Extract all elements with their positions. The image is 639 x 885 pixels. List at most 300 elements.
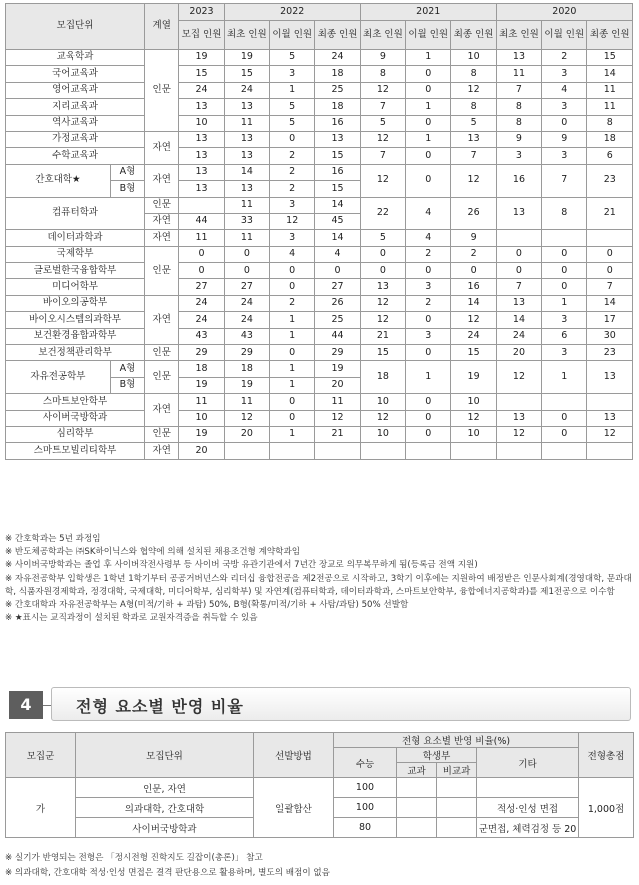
track-cell: 인문 [145, 426, 179, 442]
value-cell: 13 [587, 410, 633, 426]
value-cell: 21 [360, 328, 405, 344]
value-cell: 12 [360, 82, 405, 98]
value-cell: 13 [179, 131, 224, 147]
value-cell: 0 [406, 115, 451, 131]
value-cell: 24 [315, 50, 360, 66]
nonsubject-cell [437, 798, 477, 818]
value-cell: 12 [224, 410, 269, 426]
value-cell: 15 [587, 50, 633, 66]
value-cell: 7 [360, 99, 405, 115]
value-cell: 5 [451, 115, 496, 131]
value-cell [315, 443, 360, 459]
track-cell: 자연 [145, 443, 179, 459]
unit-cell: 바이오의공학부 [6, 295, 145, 311]
ratio-table [5, 732, 634, 838]
table-row [6, 443, 633, 459]
value-cell: 11 [224, 230, 269, 246]
value-cell: 5 [270, 115, 315, 131]
value-cell: 10 [360, 394, 405, 410]
value-cell [587, 394, 633, 410]
subject-cell [397, 778, 437, 798]
value-cell: 25 [315, 312, 360, 328]
value-cell: 30 [587, 328, 633, 344]
value-cell: 9 [451, 230, 496, 246]
value-cell: 12 [270, 213, 315, 229]
header-year-2023: 2023 [179, 4, 224, 21]
track-cell: 자연 [145, 164, 179, 197]
value-cell: 19 [179, 50, 224, 66]
value-cell: 8 [587, 115, 633, 131]
value-cell: 2 [542, 50, 587, 66]
section-connector [43, 705, 51, 706]
unit-cell: 자유전공학부 [6, 361, 111, 394]
value-cell: 0 [270, 345, 315, 361]
value-cell: 5 [360, 115, 405, 131]
header-year-2022: 2022 [224, 4, 360, 21]
value-cell: 13 [587, 361, 633, 394]
value-cell: 5 [360, 230, 405, 246]
value-cell: 12 [451, 410, 496, 426]
value-cell: 1 [270, 377, 315, 393]
unit-cell: 지리교육과 [6, 99, 145, 115]
header-final: 최종 인원 [587, 21, 633, 50]
value-cell: 15 [451, 345, 496, 361]
value-cell: 3 [542, 312, 587, 328]
value-cell: 13 [360, 279, 405, 295]
value-cell: 18 [315, 99, 360, 115]
value-cell: 19 [179, 377, 224, 393]
table-row [6, 312, 633, 328]
suneung-cell: 100 [334, 798, 397, 818]
value-cell: 8 [360, 66, 405, 82]
value-cell: 11 [496, 66, 541, 82]
value-cell: 0 [270, 394, 315, 410]
unit-cell: 간호대학★ [6, 164, 111, 197]
header-2023-quota: 모집 인원 [179, 21, 224, 50]
etc-cell: 적성·인성 면접 [477, 798, 579, 818]
table-row [6, 197, 633, 213]
group-value: 가 [6, 778, 76, 838]
track-cell: 인문 [145, 50, 179, 132]
type-cell: A형 [110, 361, 144, 377]
value-cell: 0 [406, 426, 451, 442]
value-cell [496, 230, 541, 246]
nonsubject-cell [437, 778, 477, 798]
value-cell: 12 [496, 361, 541, 394]
value-cell [542, 230, 587, 246]
value-cell: 0 [542, 279, 587, 295]
subject-cell [397, 798, 437, 818]
unit-cell: 미디어학부 [6, 279, 145, 295]
value-cell: 3 [542, 99, 587, 115]
value-cell: 11 [224, 394, 269, 410]
value-cell: 0 [179, 246, 224, 262]
value-cell: 3 [270, 197, 315, 213]
value-cell: 12 [360, 312, 405, 328]
value-cell: 0 [406, 148, 451, 164]
value-cell: 11 [224, 115, 269, 131]
value-cell: 13 [315, 131, 360, 147]
header-record: 학생부 [397, 748, 477, 763]
value-cell: 10 [451, 50, 496, 66]
subject-cell [397, 818, 437, 838]
value-cell: 0 [542, 263, 587, 279]
value-cell [587, 230, 633, 246]
value-cell: 0 [542, 426, 587, 442]
table-row [6, 410, 633, 426]
value-cell: 0 [360, 246, 405, 262]
value-cell: 21 [587, 197, 633, 230]
value-cell: 43 [224, 328, 269, 344]
value-cell: 3 [406, 328, 451, 344]
unit-cell: 국어교육과 [6, 66, 145, 82]
value-cell: 29 [179, 345, 224, 361]
value-cell: 0 [270, 410, 315, 426]
value-cell: 16 [451, 279, 496, 295]
track-cell: 인문 [145, 246, 179, 295]
value-cell: 9 [542, 131, 587, 147]
value-cell: 8 [542, 197, 587, 230]
value-cell [406, 443, 451, 459]
value-cell: 7 [451, 148, 496, 164]
value-cell: 29 [224, 345, 269, 361]
value-cell: 14 [587, 295, 633, 311]
unit-cell: 스마트모빌리티학부 [6, 443, 145, 459]
value-cell: 0 [451, 263, 496, 279]
header-carryover: 이월 인원 [542, 21, 587, 50]
type-cell: A형 [110, 164, 144, 180]
value-cell: 12 [587, 426, 633, 442]
value-cell: 12 [360, 295, 405, 311]
value-cell: 20 [315, 377, 360, 393]
table-row [6, 279, 633, 295]
unit-cell: 글로벌한국융합학부 [6, 263, 145, 279]
track-cell: 자연 [145, 394, 179, 427]
value-cell: 19 [451, 361, 496, 394]
header-etc: 기타 [477, 748, 579, 778]
value-cell: 0 [406, 345, 451, 361]
value-cell: 13 [496, 295, 541, 311]
table-row [6, 394, 633, 410]
value-cell [224, 443, 269, 459]
value-cell: 22 [360, 197, 405, 230]
value-cell [587, 443, 633, 459]
value-cell: 3 [542, 148, 587, 164]
value-cell: 16 [315, 164, 360, 180]
type-cell: B형 [110, 377, 144, 393]
value-cell: 4 [406, 230, 451, 246]
unit-cell: 보건정책관리학부 [6, 345, 145, 361]
value-cell: 14 [315, 197, 360, 213]
value-cell: 1 [270, 328, 315, 344]
track-cell: 자연 [145, 230, 179, 246]
unit-cell: 가정교육과 [6, 131, 145, 147]
value-cell: 17 [587, 312, 633, 328]
value-cell [179, 197, 224, 213]
value-cell: 11 [587, 82, 633, 98]
method-value: 일괄합산 [254, 778, 334, 838]
value-cell: 0 [270, 279, 315, 295]
total-value: 1,000점 [579, 778, 634, 838]
value-cell: 3 [542, 345, 587, 361]
value-cell [496, 394, 541, 410]
value-cell: 0 [542, 115, 587, 131]
value-cell: 6 [542, 328, 587, 344]
value-cell: 27 [224, 279, 269, 295]
section-title-box [51, 687, 631, 721]
unit-cell: 데이터과학과 [6, 230, 145, 246]
section-title: 전형 요소별 반영 비율 [76, 697, 244, 716]
value-cell: 1 [270, 361, 315, 377]
unit-cell: 의과대학, 간호대학 [76, 798, 254, 818]
track-cell: 인문 [145, 361, 179, 394]
track-cell: 자연 [145, 213, 179, 229]
suneung-cell: 80 [334, 818, 397, 838]
value-cell: 18 [315, 66, 360, 82]
value-cell: 16 [315, 115, 360, 131]
value-cell: 4 [270, 246, 315, 262]
value-cell: 4 [542, 82, 587, 98]
value-cell: 6 [587, 148, 633, 164]
value-cell: 8 [451, 99, 496, 115]
value-cell: 2 [451, 246, 496, 262]
value-cell: 13 [224, 131, 269, 147]
value-cell: 1 [406, 131, 451, 147]
value-cell: 1 [542, 361, 587, 394]
value-cell: 1 [406, 50, 451, 66]
value-cell: 1 [542, 295, 587, 311]
admission-table [5, 3, 633, 460]
value-cell: 0 [587, 263, 633, 279]
value-cell [270, 443, 315, 459]
value-cell [451, 443, 496, 459]
value-cell: 4 [315, 246, 360, 262]
value-cell: 18 [587, 131, 633, 147]
unit-cell: 교육학과 [6, 50, 145, 66]
track-cell: 인문 [145, 345, 179, 361]
value-cell: 18 [224, 361, 269, 377]
value-cell: 10 [451, 394, 496, 410]
table-row [6, 246, 633, 262]
table-row [6, 328, 633, 344]
value-cell: 0 [406, 82, 451, 98]
value-cell: 7 [360, 148, 405, 164]
value-cell: 1 [270, 426, 315, 442]
value-cell: 0 [179, 263, 224, 279]
value-cell: 15 [224, 66, 269, 82]
type-cell: B형 [110, 181, 144, 197]
value-cell: 0 [406, 66, 451, 82]
table-row [6, 164, 633, 180]
value-cell: 14 [315, 230, 360, 246]
value-cell [496, 443, 541, 459]
value-cell: 7 [496, 82, 541, 98]
value-cell: 14 [451, 295, 496, 311]
value-cell: 24 [179, 312, 224, 328]
value-cell: 24 [224, 295, 269, 311]
track-cell: 인문 [145, 197, 179, 213]
table-row [6, 230, 633, 246]
table-row [6, 99, 633, 115]
value-cell: 12 [451, 312, 496, 328]
header-group: 모집군 [6, 733, 76, 778]
value-cell: 33 [224, 213, 269, 229]
value-cell: 2 [406, 295, 451, 311]
value-cell: 3 [406, 279, 451, 295]
value-cell: 2 [270, 295, 315, 311]
value-cell: 0 [270, 263, 315, 279]
value-cell: 45 [315, 213, 360, 229]
value-cell: 29 [315, 345, 360, 361]
value-cell: 11 [587, 99, 633, 115]
value-cell: 2 [406, 246, 451, 262]
value-cell: 12 [451, 82, 496, 98]
note: ※ 사이버국방학과는 졸업 후 사이버작전사령부 등 사이버 국방 유관기관에서 7년간 장교로 의무복무하게 됨(등록금 전액 지원) [5, 560, 478, 571]
value-cell: 20 [496, 345, 541, 361]
table-row [6, 82, 633, 98]
header-initial: 최초 인원 [496, 21, 541, 50]
value-cell: 0 [224, 246, 269, 262]
value-cell: 13 [179, 99, 224, 115]
unit-cell: 컴퓨터학과 [6, 197, 145, 230]
value-cell: 27 [315, 279, 360, 295]
value-cell: 13 [179, 181, 224, 197]
value-cell: 24 [179, 295, 224, 311]
value-cell: 12 [360, 131, 405, 147]
etc-cell: 군면접, 체력검정 등 20 [477, 818, 579, 838]
value-cell: 9 [360, 50, 405, 66]
value-cell: 10 [179, 115, 224, 131]
header-nonsubject: 비교과 [437, 763, 477, 778]
value-cell: 26 [315, 295, 360, 311]
value-cell: 15 [179, 66, 224, 82]
value-cell: 0 [360, 263, 405, 279]
header-suneung: 수능 [334, 748, 397, 778]
note: ※ ★표시는 교직과정이 설치된 학과로 교원자격증을 취득할 수 있음 [5, 613, 258, 624]
note: ※ 의과대학, 간호대학 적성·인성 면접은 결격 판단용으로 활용하며, 별도의 배점이 없음 [5, 868, 330, 878]
value-cell: 44 [315, 328, 360, 344]
value-cell: 11 [179, 394, 224, 410]
unit-cell: 인문, 자연 [76, 778, 254, 798]
header-initial: 최초 인원 [224, 21, 269, 50]
value-cell: 10 [179, 410, 224, 426]
value-cell: 11 [179, 230, 224, 246]
track-cell: 자연 [145, 295, 179, 344]
value-cell: 0 [406, 410, 451, 426]
value-cell: 0 [542, 246, 587, 262]
value-cell: 9 [496, 131, 541, 147]
value-cell: 23 [587, 164, 633, 197]
value-cell: 1 [270, 312, 315, 328]
value-cell [360, 443, 405, 459]
table-row [6, 361, 633, 377]
nonsubject-cell [437, 818, 477, 838]
value-cell: 0 [406, 263, 451, 279]
value-cell: 15 [360, 345, 405, 361]
value-cell: 14 [587, 66, 633, 82]
bottom-notes [5, 851, 633, 881]
value-cell: 5 [270, 99, 315, 115]
value-cell: 0 [315, 263, 360, 279]
value-cell: 0 [406, 164, 451, 197]
value-cell: 1 [406, 361, 451, 394]
header-unit: 모집단위 [76, 733, 254, 778]
value-cell: 12 [496, 426, 541, 442]
value-cell: 12 [315, 410, 360, 426]
value-cell: 25 [315, 82, 360, 98]
value-cell: 11 [224, 197, 269, 213]
value-cell: 3 [270, 66, 315, 82]
unit-cell: 사이버국방학과 [76, 818, 254, 838]
table-row [6, 131, 633, 147]
table-row [6, 426, 633, 442]
value-cell: 5 [270, 50, 315, 66]
value-cell: 7 [496, 279, 541, 295]
track-cell: 자연 [145, 131, 179, 164]
value-cell: 21 [315, 426, 360, 442]
value-cell: 19 [315, 361, 360, 377]
value-cell: 12 [451, 164, 496, 197]
value-cell: 0 [270, 131, 315, 147]
unit-cell: 수학교육과 [6, 148, 145, 164]
value-cell: 8 [496, 115, 541, 131]
value-cell: 24 [496, 328, 541, 344]
value-cell: 0 [542, 410, 587, 426]
value-cell: 20 [224, 426, 269, 442]
value-cell: 13 [496, 197, 541, 230]
value-cell: 0 [587, 246, 633, 262]
header-method: 선발방법 [254, 733, 334, 778]
value-cell: 15 [315, 148, 360, 164]
value-cell: 14 [224, 164, 269, 180]
unit-cell: 스마트보안학부 [6, 394, 145, 410]
unit-cell: 영어교육과 [6, 82, 145, 98]
value-cell: 12 [360, 164, 405, 197]
value-cell: 43 [179, 328, 224, 344]
value-cell: 0 [496, 263, 541, 279]
value-cell: 18 [179, 361, 224, 377]
value-cell: 2 [270, 181, 315, 197]
table-row [6, 295, 633, 311]
value-cell: 13 [496, 50, 541, 66]
value-cell: 14 [496, 312, 541, 328]
value-cell: 13 [224, 181, 269, 197]
value-cell: 1 [270, 82, 315, 98]
value-cell: 8 [496, 99, 541, 115]
note: ※ 간호대학과 자유전공학부는 A형(미적/기하 + 과탐) 50%, B형(확통/미적/기하 + 사탐/과탐) 50% 선발함 [5, 600, 409, 611]
value-cell: 4 [406, 197, 451, 230]
value-cell: 7 [542, 164, 587, 197]
header-total: 전형총점 [579, 733, 634, 778]
unit-cell: 역사교육과 [6, 115, 145, 131]
unit-cell: 바이오시스템의과학부 [6, 312, 145, 328]
value-cell: 20 [179, 443, 224, 459]
value-cell: 23 [587, 345, 633, 361]
value-cell: 26 [451, 197, 496, 230]
value-cell: 8 [451, 66, 496, 82]
table-row [6, 148, 633, 164]
value-cell: 12 [360, 410, 405, 426]
value-cell: 19 [179, 426, 224, 442]
value-cell [542, 394, 587, 410]
value-cell: 0 [224, 263, 269, 279]
header-initial: 최초 인원 [360, 21, 405, 50]
value-cell: 3 [542, 66, 587, 82]
table-row [6, 66, 633, 82]
header-final: 최종 인원 [315, 21, 360, 50]
header-ratio: 전형 요소별 반영 비율(%) [334, 733, 579, 748]
value-cell: 0 [406, 394, 451, 410]
